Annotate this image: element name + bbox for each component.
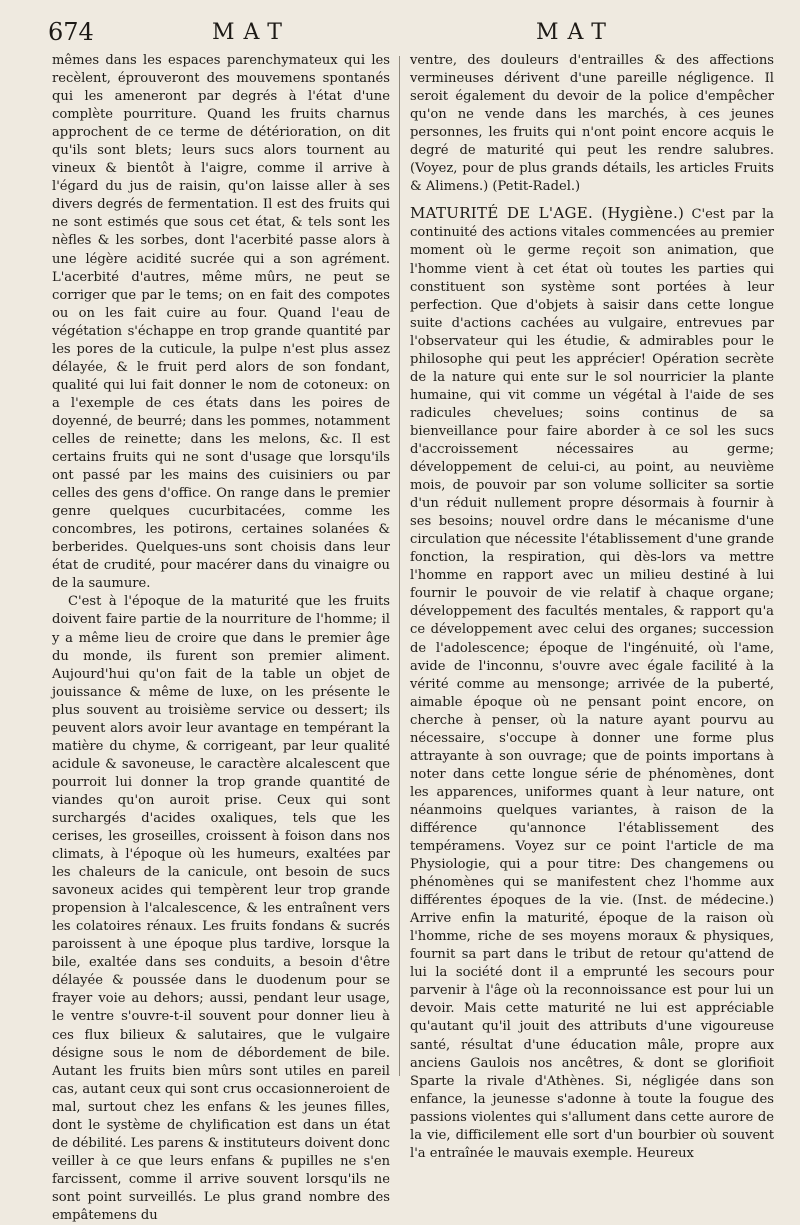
paragraph: mêmes dans les espaces parenchymateux qui les recèlent, éprouveront des mouvemens spontanés qui les ameneront par degrés à l'état d'une complète pourriture. Quand les fruits charnus approchent de ce terme de détérioration, on dit qu'ils sont blets; leurs sucs alors tournent au vineux & bientôt à l'aigre, comme il arrive à l'égard du jus de raisin, qu'on laisse aller à ses divers degrés de fermentation. Il est des fruits qui ne sont estimés que sous cet état, & tels sont les nèfles & les sorbes, dont l'acerbité passe alors à une légère acidité sucrée qui a son agrément. L'acerbité d'autres, même mûrs, ne peut se corriger que par le tems; on en fait des compotes ou on les fait cuire au four. Quand l'eau de végétation s'échappe en trop grande quantité par les pores de la cuticule, la pulpe n'est plus assez délayée, & le fruit perd alors de son fondant, qualité qui lui fait donner le nom de cotoneux: on a l'exemple de ces états dans les poires de doyenné, de beurré; dans les pommes, notamment celles de reinette; dans les melons, &c. Il est certains fruits qui ne sont d'usage que lorsqu'ils ont passé par les mains des cuisiniers ou par celles des gens d'office. On range dans le premier genre quelques cucurbitacées, comme les concombres, les potirons, certaines solanées & berberides. Quelques-uns sont choisis dans leur état de crudité, pour macérer dans du vinaigre ou de la saumure. (52, 53, 390, 592)
article-heading: MATURITÉ DE L'AGE. (Hygiène.) (410, 204, 685, 223)
paragraph: ventre, des douleurs d'entrailles & des affections vermineuses dérivent d'une pareille négligence. Il seroit également du devoir de la police d'empêcher qu'on ne vende dans les marchés, à ces jeunes personnes, les fruits qui n'ont point encore acquis le degré de maturité qui peut les rendre salubres. (Voyez, pour de plus grands détails, les articles Fruits & Alimens.) (Petit-Radel.) (410, 53, 774, 195)
page-number: 674 (48, 18, 94, 46)
page-header (30, 14, 770, 48)
left-column (52, 52, 390, 1223)
column-divider (399, 56, 400, 1076)
article-text: C'est par la continuité des actions vitales commencées au premier moment où le germe reçoit son animation, que l'homme vient à cet état où toutes les parties qui constituent son système sont portées à leur perfection. Que d'objets à saisir dans cette longue suite d'actions cachées au vulgaire, entrevues par l'observateur qui les étudie, & admirables pour le philosophe qui peut les apprécier! Opération secrète de la nature qui ente sur le sol nourricier la plante humaine, qui vit comme un végétal à l'aide de ses radicules chevelues; soins continus de sa bienveillance pour faire aborder à ce sol les sucs d'accroissement nécessaires au germe; développement de celui-ci, au point, au neuvième mois, de pouvoir par son volume solliciter sa sortie d'un réduit nullement propre désormais à fournir à ses besoins; nouvel ordre dans le mécanisme d'une circulation que nécessite l'établissement d'une grande fonction, la respiration, qui dès-lors va mettre l'homme en rapport avec un milieu destiné à lui fournir le pouvoir de vie relatif à chaque organe; développement des facultés mentales, & rapport qu'a ce développement avec celui des organes; succession de l'adolescence; époque de l'ingénuité, où l'ame, avide de l'inconnu, s'ouvre avec égale facilité à la vérité comme au mensonge; arrivée de la puberté, aimable époque où ne pensant point encore, on cherche à penser, où la nature ayant pourvu au nécessaire, s'occupe à donner une forme plus attrayante à son ouvrage; que de points importans à noter dans cette longue série de phénomènes, dont les apparences, uniformes quant à leur nature, ont néanmoins quelques variantes, à raison de la différence qu'annonce l'établissement des tempéramens. Voyez sur ce point l'article de ma Physiologie, qui a pour titre: Des changemens ou phénomènes qui se manifestent chez l'homme aux différentes époques de la vie. (Inst. de médecine.) Arrive enfin la maturité, époque de la raison où l'homme, riche de ses moyens moraux & physiques, fournit sa part dans le tribut de retour qu'attend de lui la société dont il a emprunté les secours pour parvenir à l'âge où la reconnoissance est pour lui un devoir. Mais cette maturité ne lui est appréciable qu'autant qu'il jouit des attributs d'une vigoureuse santé, résultat d'une éducation mâle, propre aux anciens Gaulois nos ancêtres, & dont se glorifioit Sparte la rivale d'Athènes. Si, négligée dans son enfance, la jeunesse s'adonne à toute la fougue des passions violentes qui s'allument dans cette aurore de la vie, difficilement elle sort d'un bourbier où souvent l'a entraînée le mauvais exemple. Heureux (410, 207, 774, 1161)
running-head-left: MAT (212, 20, 291, 45)
paragraph: C'est à l'époque de la maturité que les fruits doivent faire partie de la nourriture de l'homme; il y a même lieu de croire que dans le premier âge du monde, ils furent son premier aliment. Aujourd'hui qu'on fait de la table un objet de jouissance & même de luxe, on les présente le plus souvent au troisième service ou dessert; ils peuvent alors avoir leur avantage en tempérant la matière du chyme, & corrigeant, par leur qualité acidule & savoneuse, le caractère alcalescent que pourroit lui donner la trop grande quantité de viandes qu'on auroit prise. Ceux qui sont surchargés d'acides oxaliques, tels que les cerises, les groseilles, croissent à foison dans nos climats, à l'époque où les humeurs, exaltées par les chaleurs de la canicule, ont besoin de sucs savoneux acides qui tempèrent leur trop grande propension à l'alcalescence, & les entraînent vers les colatoires rénaux. Les fruits fondans & sucrés paroissent à une époque plus tardive, lorsque la bile, exaltée dans ses conduits, a besoin d'être délayée & poussée dans le duodenum pour se frayer voie au dehors; aussi, pendant leur usage, le ventre s'ouvre-t-il souvent pour donner lieu à ces flux bilieux & salutaires, que le vulgaire désigne sous le nom de débordement de bile. Autant les fruits bien mûrs sont utiles en pareil cas, autant ceux qui sont crus occasionneroient de mal, surtout chez les enfans & les jeunes filles, dont le système de chylification est dans un état de débilité. Les parens & instituteurs doivent donc veiller à ce que leurs enfans & pupilles ne s'en farcissent, comme il arrive souvent lorsqu'ils ne sont point surveillés. Le plus grand nombre des empâtemens du (52, 594, 390, 1223)
right-column (410, 52, 774, 1161)
running-head-right: MAT (536, 20, 615, 45)
